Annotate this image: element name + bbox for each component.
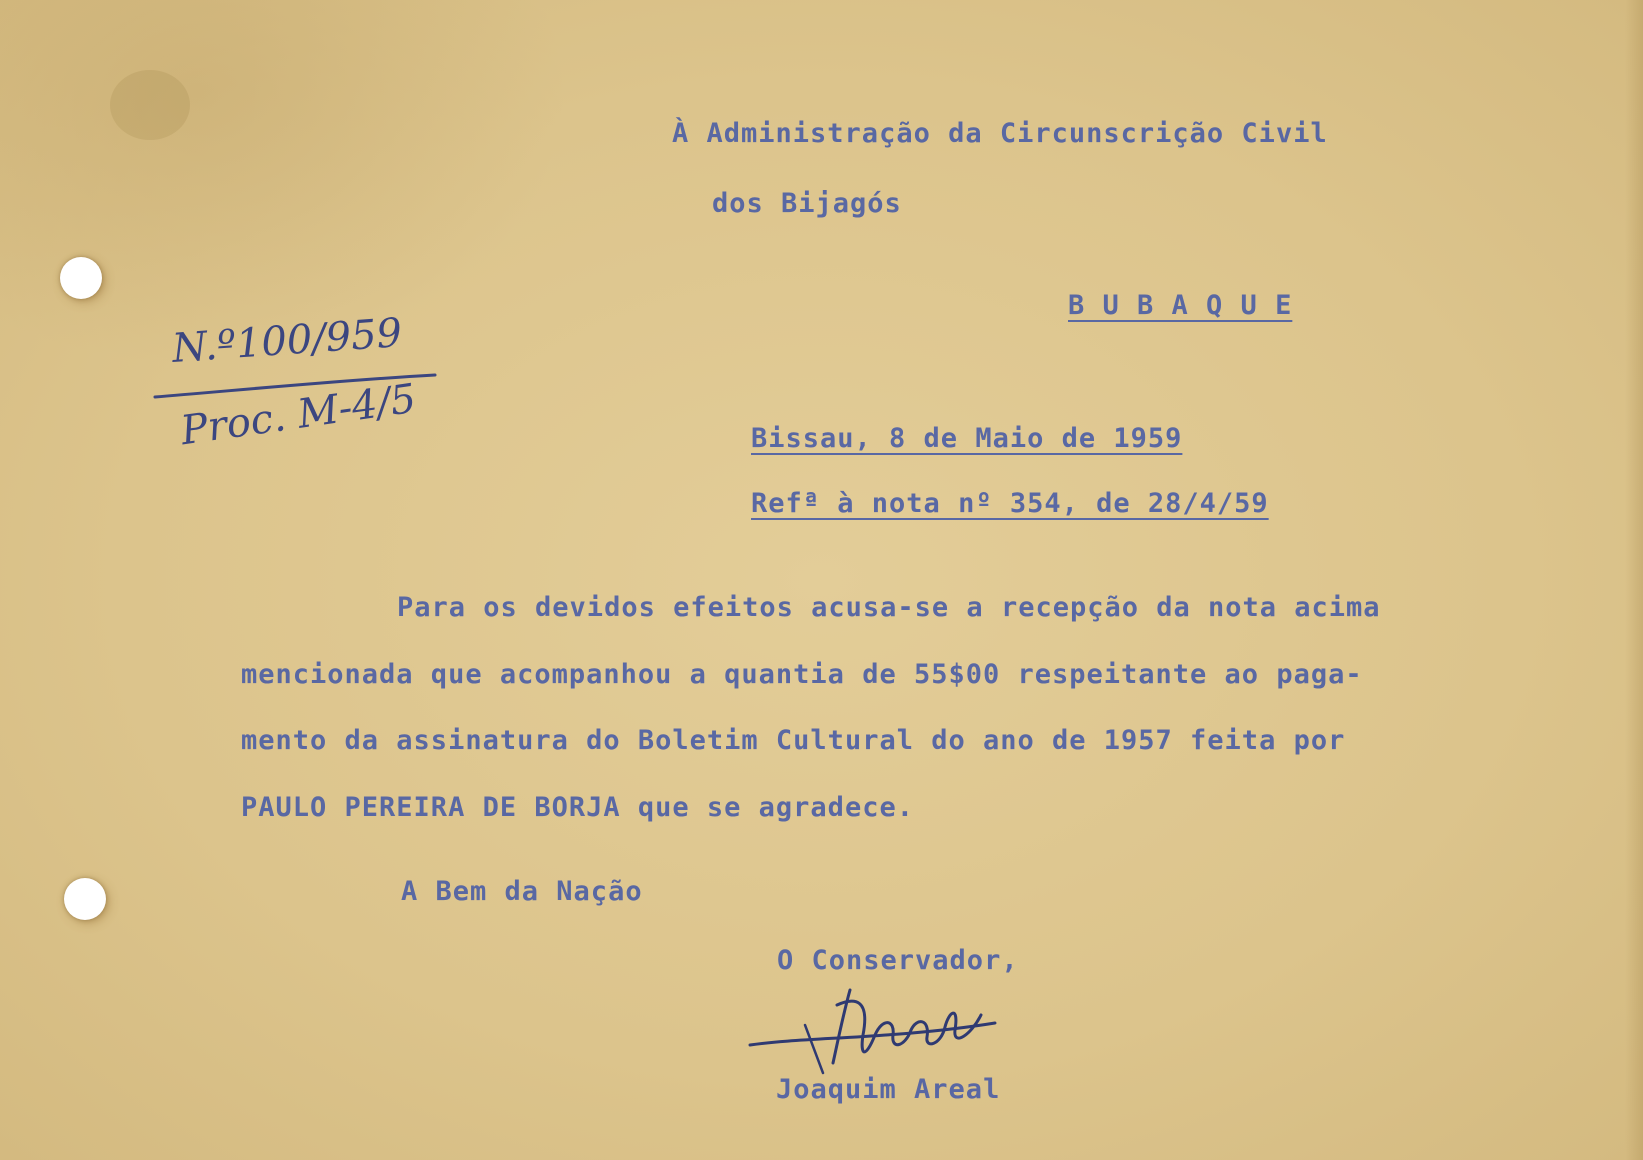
punch-hole-top xyxy=(60,257,102,299)
signoff-title: O Conservador, xyxy=(777,945,1019,976)
signature-name: Joaquim Areal xyxy=(776,1074,1001,1105)
punch-hole-bottom xyxy=(64,878,106,920)
body-line-3: mento da assinatura do Boletim Cultural do ano de 1957 feita por xyxy=(241,725,1346,756)
address-line-2: dos Bijagós xyxy=(712,188,902,219)
handwritten-signature xyxy=(745,975,1065,1085)
reference-line: Refª à nota nº 354, de 28/4/59 xyxy=(751,488,1269,519)
closing-line: A Bem da Nação xyxy=(401,876,643,907)
body-line-1: Para os devidos efeitos acusa-se a recepção da nota acima xyxy=(397,592,1381,623)
date-line: Bissau, 8 de Maio de 1959 xyxy=(751,423,1183,454)
handwritten-ref-number: N.º100/959 xyxy=(170,310,404,372)
address-line-1: À Administração da Circunscrição Civil xyxy=(672,118,1328,149)
address-city: B U B A Q U E xyxy=(1068,290,1293,321)
paper-edge-shadow xyxy=(1625,0,1643,1160)
body-line-2: mencionada que acompanhou a quantia de 55$00 respeitante ao paga- xyxy=(241,659,1363,690)
handwritten-process-number: Proc. M-4/5 xyxy=(177,375,419,455)
body-line-4: PAULO PEREIRA DE BORJA que se agradece. xyxy=(241,792,914,823)
paper-stain xyxy=(110,70,190,140)
